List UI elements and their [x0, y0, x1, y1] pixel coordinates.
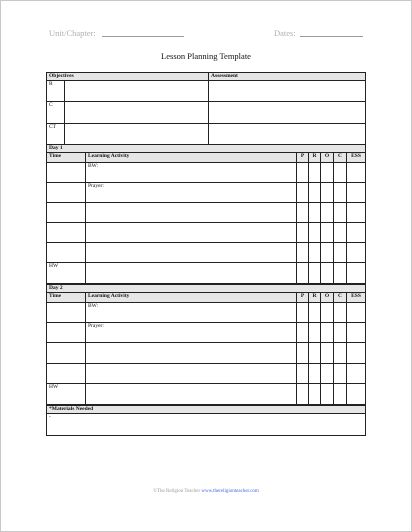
- day1-flag-cell[interactable]: [334, 223, 347, 243]
- footer-link[interactable]: www.thereligionteacher.com: [201, 489, 259, 494]
- day1-time-cell[interactable]: [47, 243, 86, 263]
- day1-flag-cell[interactable]: [321, 223, 334, 243]
- materials-header: *Materials Needed: [47, 406, 366, 414]
- day1-flag-cell[interactable]: [321, 263, 334, 284]
- day1-flag-cell[interactable]: [347, 243, 366, 263]
- day2-time-cell[interactable]: [47, 303, 86, 323]
- day2-flag-cell[interactable]: [347, 343, 366, 363]
- day2-flag-r-header: R: [309, 293, 321, 303]
- day2-activity-cell[interactable]: [86, 363, 297, 383]
- day1-flag-cell[interactable]: [297, 163, 309, 183]
- day2-flag-cell[interactable]: [321, 383, 334, 404]
- unit-chapter-label: Unit/Chapter:: [49, 28, 96, 38]
- day1-flag-cell[interactable]: [347, 263, 366, 284]
- day1-flag-cell[interactable]: [334, 243, 347, 263]
- day1-time-header: Time: [47, 153, 86, 163]
- day2-flag-cell[interactable]: [347, 363, 366, 383]
- day1-flag-c-header: C: [334, 153, 347, 163]
- day2-flag-cell[interactable]: [347, 303, 366, 323]
- day2-time-cell[interactable]: [47, 323, 86, 343]
- day2-table: [46, 284, 366, 405]
- day1-flag-cell[interactable]: [347, 203, 366, 223]
- materials-table: [46, 405, 366, 436]
- day1-flag-cell[interactable]: [297, 183, 309, 203]
- objective-ct-cell[interactable]: [65, 123, 209, 144]
- objective-c-cell[interactable]: [65, 102, 209, 123]
- day1-flag-cell[interactable]: [347, 223, 366, 243]
- day1-flag-r-header: R: [309, 153, 321, 163]
- day1-flag-cell[interactable]: [321, 203, 334, 223]
- day2-flag-cell[interactable]: [334, 343, 347, 363]
- assessment-r-cell[interactable]: [209, 81, 366, 102]
- page-title: Lesson Planning Template: [161, 51, 251, 61]
- day1-flag-cell[interactable]: [309, 263, 321, 284]
- day2-flag-cell[interactable]: [297, 323, 309, 343]
- day1-flag-o-header: O: [321, 153, 334, 163]
- day1-activity-header: Learning Activity: [86, 153, 297, 163]
- day2-flag-cell[interactable]: [309, 363, 321, 383]
- day1-flag-cell[interactable]: [309, 243, 321, 263]
- day2-flag-cell[interactable]: [334, 323, 347, 343]
- day2-hw-cell[interactable]: [86, 383, 297, 404]
- day2-flag-cell[interactable]: [321, 303, 334, 323]
- day2-section: [46, 284, 366, 405]
- day2-time-header: Time: [47, 293, 86, 303]
- day2-activity-cell[interactable]: [86, 343, 297, 363]
- day2-hw-label: HW: [47, 383, 86, 404]
- day2-flag-cell[interactable]: [309, 343, 321, 363]
- day2-flag-cell[interactable]: [334, 383, 347, 404]
- dates-blank: [300, 36, 363, 37]
- day1-flag-cell[interactable]: [309, 163, 321, 183]
- assessment-header: Assessment: [209, 73, 366, 81]
- objectives-header: Objectives: [47, 73, 209, 81]
- day1-flag-cell[interactable]: [334, 183, 347, 203]
- day2-flag-cell[interactable]: [309, 303, 321, 323]
- day1-activity-cell[interactable]: Prayer:: [86, 183, 297, 203]
- day1-flag-cell[interactable]: [334, 203, 347, 223]
- day2-activity-cell[interactable]: BW:: [86, 303, 297, 323]
- footer: [1, 489, 411, 494]
- day1-flag-cell[interactable]: [334, 163, 347, 183]
- day2-flag-cell[interactable]: [297, 363, 309, 383]
- day2-flag-ess-header: ESS: [347, 293, 366, 303]
- objectives-section: [46, 72, 366, 145]
- day1-header: Day 1: [47, 145, 366, 153]
- day1-activity-cell[interactable]: [86, 243, 297, 263]
- day1-activity-cell[interactable]: [86, 203, 297, 223]
- day2-activity-header: Learning Activity: [86, 293, 297, 303]
- assessment-c-cell[interactable]: [209, 102, 366, 123]
- footer-credit: ©The Religion Teacher: [153, 489, 201, 494]
- day2-flag-cell[interactable]: [321, 363, 334, 383]
- day2-flag-cell[interactable]: [334, 303, 347, 323]
- day1-flag-cell[interactable]: [321, 163, 334, 183]
- day1-flag-cell[interactable]: [309, 183, 321, 203]
- day2-flag-o-header: O: [321, 293, 334, 303]
- day1-time-cell[interactable]: [47, 223, 86, 243]
- materials-item[interactable]: -: [47, 414, 366, 436]
- day2-flag-cell[interactable]: [297, 303, 309, 323]
- day2-time-cell[interactable]: [47, 343, 86, 363]
- objective-ct-label: CT: [47, 123, 65, 144]
- day2-flag-cell[interactable]: [347, 323, 366, 343]
- objective-r-label: R: [47, 81, 65, 102]
- objective-r-cell[interactable]: [65, 81, 209, 102]
- day1-flag-ess-header: ESS: [347, 153, 366, 163]
- day1-time-cell[interactable]: [47, 203, 86, 223]
- day1-activity-cell[interactable]: BW:: [86, 163, 297, 183]
- day2-flag-cell[interactable]: [297, 383, 309, 404]
- day2-flag-cell[interactable]: [297, 343, 309, 363]
- day1-time-cell[interactable]: [47, 183, 86, 203]
- day1-flag-p-header: P: [297, 153, 309, 163]
- day1-flag-cell[interactable]: [321, 183, 334, 203]
- day1-flag-cell[interactable]: [309, 223, 321, 243]
- day1-time-cell[interactable]: [47, 163, 86, 183]
- day1-hw-label: HW: [47, 263, 86, 284]
- unit-chapter-blank: [102, 36, 184, 37]
- day2-flag-p-header: P: [297, 293, 309, 303]
- day1-hw-cell[interactable]: [86, 263, 297, 284]
- day2-flag-cell[interactable]: [347, 383, 366, 404]
- day1-flag-cell[interactable]: [297, 223, 309, 243]
- day1-flag-cell[interactable]: [309, 203, 321, 223]
- day1-flag-cell[interactable]: [321, 243, 334, 263]
- day1-flag-cell[interactable]: [297, 243, 309, 263]
- objectives-table: [46, 72, 366, 145]
- objective-c-label: C: [47, 102, 65, 123]
- day1-flag-cell[interactable]: [297, 263, 309, 284]
- day1-flag-cell[interactable]: [334, 263, 347, 284]
- day2-header: Day 2: [47, 285, 366, 293]
- day1-activity-cell[interactable]: [86, 223, 297, 243]
- day1-flag-cell[interactable]: [297, 203, 309, 223]
- day2-flag-cell[interactable]: [309, 383, 321, 404]
- day1-flag-cell[interactable]: [347, 183, 366, 203]
- day1-flag-cell[interactable]: [347, 163, 366, 183]
- day2-flag-cell[interactable]: [309, 323, 321, 343]
- dates-label: Dates:: [274, 28, 296, 38]
- day2-flag-cell[interactable]: [321, 323, 334, 343]
- day2-flag-cell[interactable]: [334, 363, 347, 383]
- day2-time-cell[interactable]: [47, 363, 86, 383]
- day2-activity-cell[interactable]: Prayer:: [86, 323, 297, 343]
- day1-table: [46, 144, 366, 284]
- materials-section: [46, 405, 366, 436]
- day2-flag-cell[interactable]: [321, 343, 334, 363]
- day1-section: [46, 144, 366, 284]
- day2-flag-c-header: C: [334, 293, 347, 303]
- assessment-ct-cell[interactable]: [209, 123, 366, 144]
